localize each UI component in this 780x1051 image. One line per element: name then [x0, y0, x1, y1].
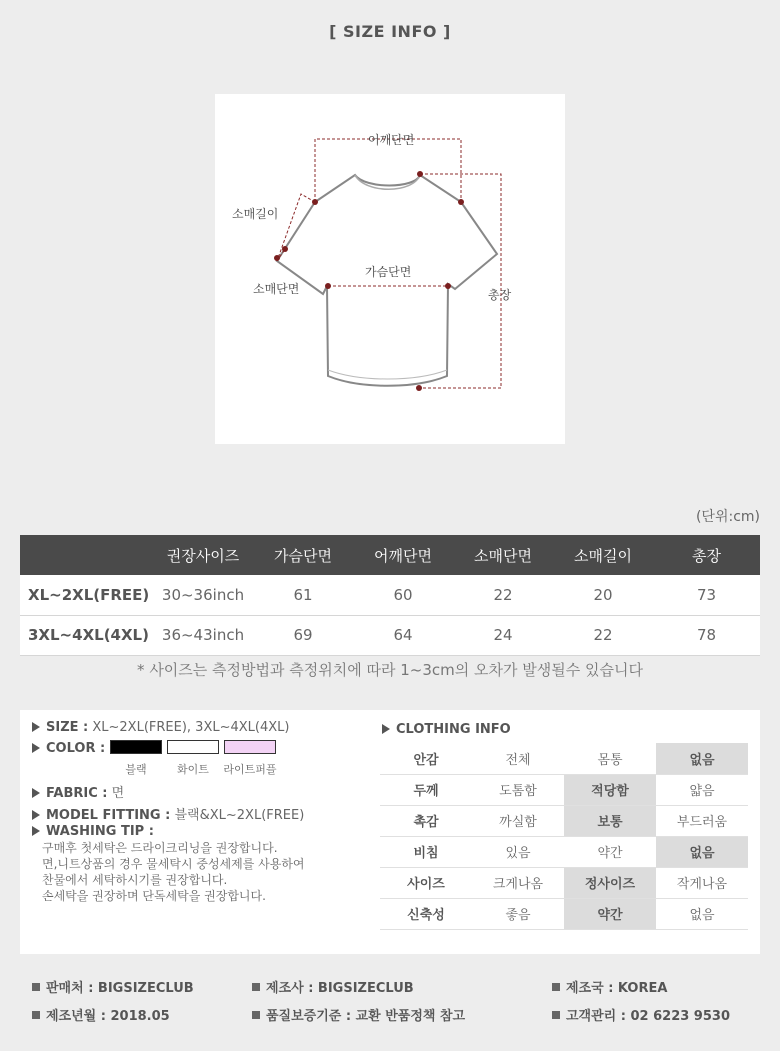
- color-swatch-white: [167, 740, 219, 754]
- clothing-info-label: 안감: [380, 743, 472, 774]
- table-row: [20, 575, 760, 615]
- washing-tip-row: WASHING TIP :: [32, 824, 154, 839]
- square-bullet-icon: [552, 1011, 560, 1019]
- table-cell: 24: [453, 615, 553, 655]
- header-cell: 소매단면: [453, 535, 553, 575]
- triangle-bullet-icon: [32, 743, 40, 753]
- clothing-info-option-selected: 없음: [656, 743, 748, 774]
- clothing-info-row: [380, 805, 748, 836]
- triangle-bullet-icon: [32, 788, 40, 798]
- clothing-info-option-selected: 적당함: [564, 774, 656, 805]
- label-sleeve-width: 소매단면: [253, 282, 300, 296]
- point-shoulder-right: [458, 199, 464, 205]
- table-cell: 36~43inch: [153, 615, 253, 655]
- table-cell: 73: [653, 575, 760, 615]
- square-bullet-icon: [32, 983, 40, 991]
- label-shoulder: 어깨단면: [368, 133, 415, 147]
- triangle-bullet-icon: [382, 724, 390, 734]
- clothing-info-option: 크게나옴: [472, 867, 564, 898]
- clothing-info-option: 작게나옴: [656, 867, 748, 898]
- clothing-info-option: 전체: [472, 743, 564, 774]
- triangle-bullet-icon: [32, 826, 40, 836]
- point-sleeve-top: [282, 246, 288, 252]
- tshirt-measurement-diagram: [215, 94, 565, 444]
- measurement-note: * 사이즈는 측정방법과 측정위치에 따라 1~3cm의 오차가 발생될수 있습니다: [137, 661, 643, 679]
- footer-seller: 판매처 : BIGSIZECLUB: [32, 977, 194, 996]
- point-hem: [416, 385, 422, 391]
- size-table-header: [20, 535, 760, 575]
- header-cell: 소매길이: [553, 535, 653, 575]
- table-cell: 22: [453, 575, 553, 615]
- square-bullet-icon: [252, 983, 260, 991]
- clothing-info-label: 사이즈: [380, 867, 472, 898]
- point-chest-left: [325, 283, 331, 289]
- header-cell: 가슴단면: [253, 535, 353, 575]
- color-name: 블랙: [125, 763, 147, 776]
- size-row: SIZE : XL~2XL(FREE), 3XL~4XL(4XL): [32, 720, 289, 735]
- color-row: COLOR :: [32, 741, 105, 756]
- clothing-info-label: 촉감: [380, 805, 472, 836]
- square-bullet-icon: [32, 1011, 40, 1019]
- header-cell: 권장사이즈: [153, 535, 253, 575]
- footer-date: 제조년월 : 2018.05: [32, 1005, 170, 1024]
- size-table: [20, 535, 760, 656]
- clothing-info-row: [380, 898, 748, 929]
- label-total-length: 총장: [488, 288, 512, 302]
- color-name: 화이트: [177, 763, 209, 776]
- table-cell: 64: [353, 615, 453, 655]
- square-bullet-icon: [252, 1011, 260, 1019]
- clothing-info-label: 비침: [380, 836, 472, 867]
- clothing-info-option-selected: 보통: [564, 805, 656, 836]
- footer-info: [0, 965, 780, 1035]
- fabric-row: FABRIC : 면: [32, 782, 124, 801]
- washing-tip-text: 구매후 첫세탁은 드라이크리닝을 권장합니다. 면,니트상품의 경우 물세탁시 중성세제를 사용하여 찬물에서 세탁하시기를 권장합니다. 손세탁을 권장하며 단독세탁을 권장합니다.: [42, 841, 305, 903]
- color-swatch-lightpurple: [224, 740, 276, 754]
- footer-country: 제조국 : KOREA: [552, 977, 667, 996]
- clothing-info-option-selected: 없음: [656, 836, 748, 867]
- triangle-bullet-icon: [32, 810, 40, 820]
- table-cell: 61: [253, 575, 353, 615]
- clothing-info-option: 없음: [656, 898, 748, 929]
- footer-cs: 고객관리 : 02 6223 9530: [552, 1005, 730, 1024]
- clothing-info-option: 약간: [564, 836, 656, 867]
- clothing-info-option: 몸통: [564, 743, 656, 774]
- point-sleeve-bottom: [274, 255, 280, 261]
- footer-warranty: 품질보증기준 : 교환 반품정책 참고: [252, 1005, 465, 1024]
- clothing-info-label: 신축성: [380, 898, 472, 929]
- clothing-info-title: CLOTHING INFO: [382, 722, 511, 737]
- header-cell: 어깨단면: [353, 535, 453, 575]
- table-cell: 22: [553, 615, 653, 655]
- clothing-info-option: 얇음: [656, 774, 748, 805]
- square-bullet-icon: [552, 983, 560, 991]
- clothing-info-option: 부드러움: [656, 805, 748, 836]
- header-cell: 총장: [653, 535, 760, 575]
- clothing-info-row: [380, 743, 748, 774]
- clothing-info-option: 까실함: [472, 805, 564, 836]
- point-neck: [417, 171, 423, 177]
- size-name-cell: XL~2XL(FREE): [20, 575, 153, 615]
- label-chest: 가슴단면: [365, 265, 412, 279]
- clothing-info-option-selected: 약간: [564, 898, 656, 929]
- color-name: 라이트퍼플: [223, 763, 277, 776]
- clothing-info-label: 두께: [380, 774, 472, 805]
- footer-maker: 제조사 : BIGSIZECLUB: [252, 977, 414, 996]
- table-cell: 69: [253, 615, 353, 655]
- page-title: [ SIZE INFO ]: [329, 22, 451, 41]
- clothing-info-option: 도톰함: [472, 774, 564, 805]
- product-info-box: [20, 710, 760, 954]
- clothing-info-option-selected: 정사이즈: [564, 867, 656, 898]
- header-cell: [20, 535, 153, 575]
- unit-note: (단위:cm): [695, 509, 760, 525]
- tshirt-outline: [277, 175, 497, 386]
- size-name-cell: 3XL~4XL(4XL): [20, 615, 153, 655]
- model-fitting-row: MODEL FITTING : 블랙&XL~2XL(FREE): [32, 804, 304, 823]
- clothing-info-option: 좋음: [472, 898, 564, 929]
- triangle-bullet-icon: [32, 722, 40, 732]
- clothing-info-table: [380, 743, 748, 930]
- table-cell: 30~36inch: [153, 575, 253, 615]
- table-cell: 60: [353, 575, 453, 615]
- clothing-info-row: [380, 774, 748, 805]
- table-cell: 20: [553, 575, 653, 615]
- table-cell: 78: [653, 615, 760, 655]
- clothing-info-row: [380, 867, 748, 898]
- clothing-info-row: [380, 836, 748, 867]
- point-shoulder-left: [312, 199, 318, 205]
- point-chest-right: [445, 283, 451, 289]
- color-swatch-black: [110, 740, 162, 754]
- clothing-info-option: 있음: [472, 836, 564, 867]
- label-sleeve-length: 소매길이: [232, 207, 279, 221]
- table-row: [20, 615, 760, 655]
